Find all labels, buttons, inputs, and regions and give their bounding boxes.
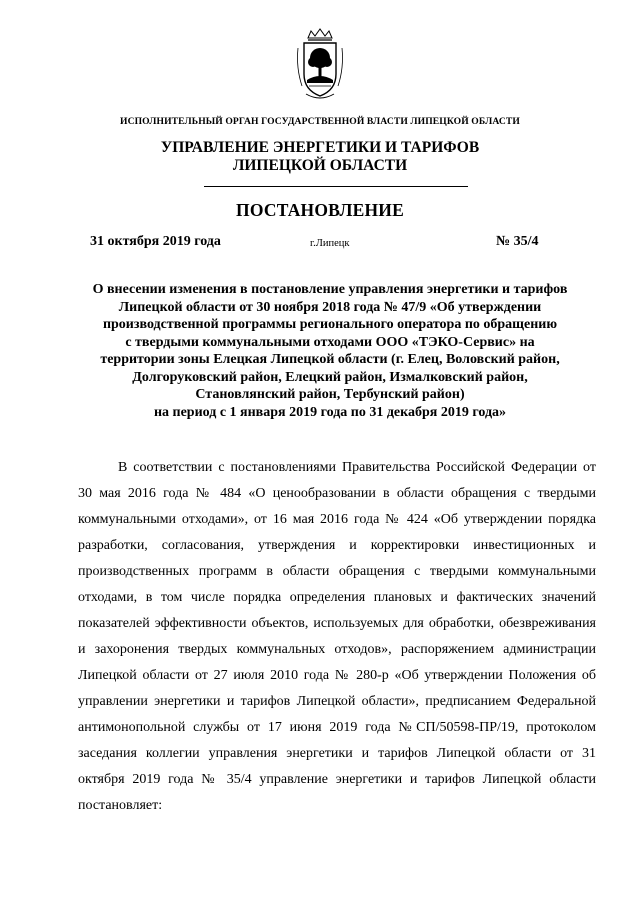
subject-line: Долгоруковский район, Елецкий район, Измалковский район, (132, 369, 528, 385)
document-type-title: ПОСТАНОВЛЕНИЕ (236, 200, 404, 220)
header-divider (204, 186, 468, 187)
body-paragraph: В соответствии с постановлениями Правительства Российской Федерации от 30 мая 2016 года № 484 «О ценообразовании в области обращения с твердыми коммунальными отходами», от 16 мая 2016 года № 424 «Об утверждении порядка разработки, согласования, утверждения и корректировки инвестиционных и производственных программ в области обращения с твердыми коммунальными отходами, в том числе порядка определения плановых и фактических значений показателей эффективности объектов, используемых для обработки, обезвреживания и захоронения твердых коммунальных отходов», распоряжением администрации Липецкой области от 27 июля 2010 года № 280-р «Об утверждении Положения об управлении энергетики и тарифов Липецкой области», предписанием Федеральной антимонопольной службы от 17 июня 2019 года №СП/50598-ПР/19, протоколом заседания коллегии управления энергетики и тарифов Липецкой области от 31 октября 2019 года № 35/4 управление энергетики и тарифов Липецкой области постановляет: (78, 460, 596, 813)
document-number: № 35/4 (496, 234, 539, 249)
document-date: 31 октября 2019 года (90, 234, 221, 249)
subject-line: территории зоны Елецкая Липецкой области (г. Елец, Воловский район, (100, 352, 560, 367)
subject-line: Липецкой области от 30 ноября 2018 года № 47/9 «Об утверждении (118, 299, 542, 315)
department-name (0, 139, 640, 175)
subject-line: О внесении изменения в постановление управления энергетики и тарифов (92, 282, 568, 297)
subject-line: на период с 1 января 2019 года по 31 декабря 2019 года» (153, 404, 507, 420)
authority-title: ИСПОЛНИТЕЛЬНЫЙ ОРГАН ГОСУДАРСТВЕННОЙ ВЛАСТИ ЛИПЕЦКОЙ ОБЛАСТИ (120, 116, 520, 127)
subject-line: производственной программы регионального оператора по обращению (102, 317, 558, 332)
coat-of-arms-icon (294, 28, 346, 100)
subject-line: Становлянский район, Тербунский район) (195, 387, 465, 402)
document-city: г.Липецк (310, 238, 350, 249)
document-subject (70, 281, 590, 421)
department-line-1: УПРАВЛЕНИЕ ЭНЕРГЕТИКИ И ТАРИФОВ (160, 139, 480, 156)
department-line-2: ЛИПЕЦКОЙ ОБЛАСТИ (232, 157, 408, 174)
subject-line: с твердыми коммунальными отходами ООО «ТЭКО-Сервис» на (125, 334, 535, 350)
